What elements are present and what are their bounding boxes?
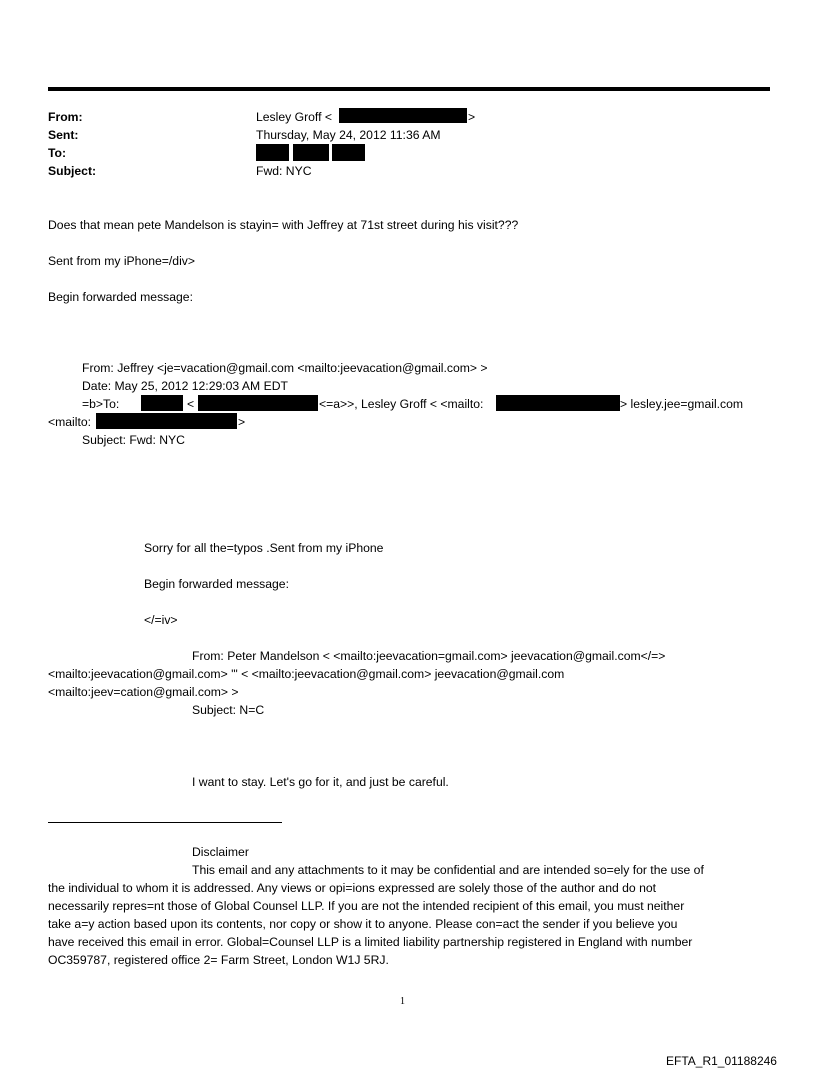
fwd2-div: </=iv> — [144, 613, 178, 627]
fwd1-from: From: Jeffrey <je=vacation@gmail.com <mailto:jeevacation@gmail.com> > — [82, 361, 488, 375]
fwd3-from: From: Peter Mandelson < <mailto:jeevacation=gmail.com> jeevacation@gmail.com</=> — [192, 649, 666, 663]
body-line-1: Does that mean pete Mandelson is stayin= with Jeffrey at 71st street during his visit??? — [48, 218, 519, 232]
redaction-from-email — [339, 108, 467, 123]
body-line-3: Begin forwarded message: — [48, 290, 193, 304]
fwd3-subject: Subject: N=C — [192, 703, 265, 717]
header-rule — [48, 87, 770, 91]
redaction-fwd1-mailto — [96, 413, 237, 429]
fwd1-date: Date: May 25, 2012 12:29:03 AM EDT — [82, 379, 288, 393]
subject-value: Fwd: NYC — [256, 164, 312, 178]
disclaimer-line: the individual to whom it is addressed. Any views or opi=ions expressed are solely those of the author and do not — [48, 881, 657, 895]
redaction-to-3 — [332, 144, 365, 161]
fwd2-begin: Begin forwarded message: — [144, 577, 289, 591]
fwd1-subject: Subject: Fwd: NYC — [82, 433, 185, 447]
redaction-fwd1-to-email — [198, 395, 318, 411]
fwd2-sorry: Sorry for all the=typos .Sent from my iPhone — [144, 541, 384, 555]
page-number: 1 — [400, 996, 405, 1007]
from-label: From: — [48, 110, 83, 124]
subject-label: Subject: — [48, 164, 97, 178]
disclaimer-line: necessarily repres=nt those of Global Counsel LLP. If you are not the intended recipient of this email, you must neither — [48, 899, 685, 913]
sent-label: Sent: — [48, 128, 79, 142]
redaction-fwd1-to-name — [141, 395, 183, 411]
to-label: To: — [48, 146, 67, 160]
disclaimer-line: This email and any attachments to it may be confidential and are intended so=ely for the use of — [192, 863, 704, 877]
redaction-fwd1-groff-email — [496, 395, 620, 411]
redaction-to-2 — [293, 144, 329, 161]
from-close: > — [468, 110, 476, 124]
from-name: Lesley Groff < — [256, 110, 332, 124]
fwd1-to-lt: < — [187, 397, 195, 411]
fwd3-line-2: <mailto:jeevacation@gmail.com> '" < <mailto:jeevacation@gmail.com> jeevacation@gmail.com — [48, 667, 565, 681]
disclaimer-line: OC359787, registered office 2= Farm Street, London W1J 5RJ. — [48, 953, 389, 967]
disclaimer-line: take a=y action based upon its contents, nor copy or show it to anyone. Please con=act the sender if you believe you — [48, 917, 678, 931]
signature-rule — [48, 822, 282, 823]
fwd1-mailto-close: > — [238, 415, 246, 429]
redaction-to-1 — [256, 144, 289, 161]
sent-value: Thursday, May 24, 2012 11:36 AM — [256, 128, 441, 142]
fwd3-line-3: <mailto:jeev=cation@gmail.com> > — [48, 685, 239, 699]
fwd3-message: I want to stay. Let's go for it, and just be careful. — [192, 775, 449, 789]
fwd1-to-end: > lesley.jee=gmail.com — [620, 397, 744, 411]
disclaimer-line: have received this email in error. Global=Counsel LLP is a limited liability partnership registered in England with number — [48, 935, 693, 949]
bates-number: EFTA_R1_01188246 — [666, 1054, 777, 1068]
body-line-2: Sent from my iPhone=/div> — [48, 254, 195, 268]
fwd1-to-mid: <=a>>, Lesley Groff < <mailto: — [319, 397, 484, 411]
fwd1-to-prefix: =b>To: — [82, 397, 120, 411]
fwd1-mailto-prefix: <mailto: — [48, 415, 92, 429]
disclaimer-title: Disclaimer — [192, 845, 249, 859]
